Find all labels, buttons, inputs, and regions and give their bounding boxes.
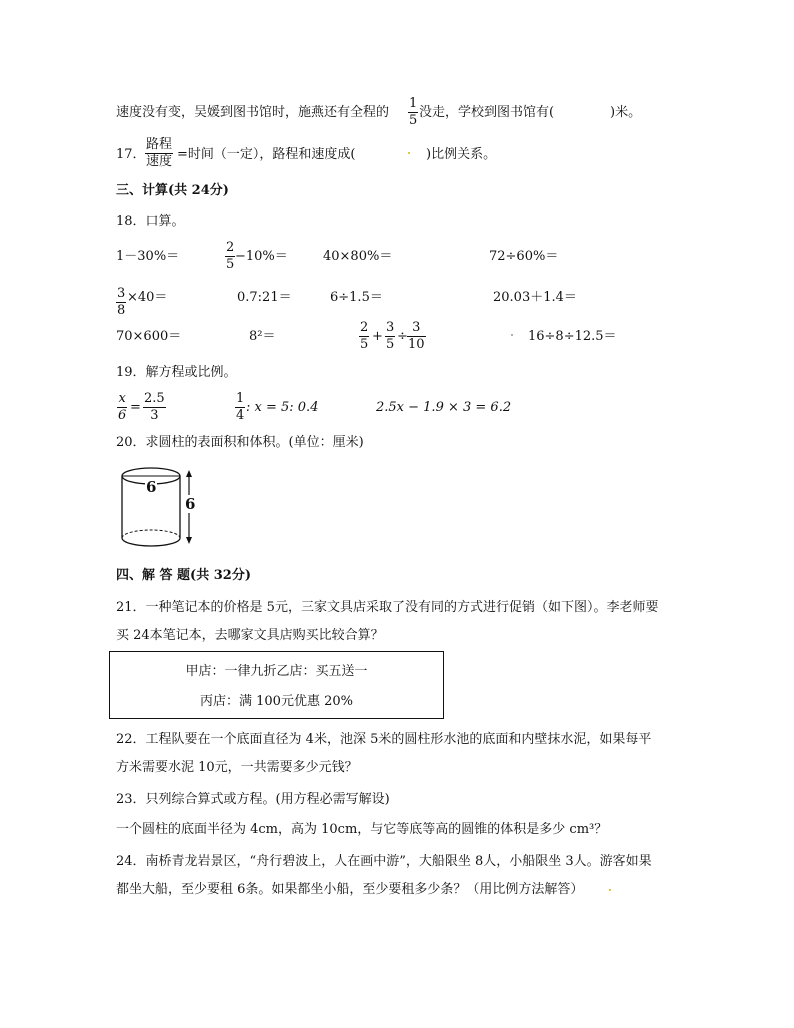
q18-r2c1-tail: ×40＝ [127,290,168,305]
q17-text: =时间（一定），路程和速度成( [177,147,356,162]
q18-r3c3-b-den: 5 [386,337,395,352]
q18-r1c2-fraction [225,240,235,273]
q18-r3c3-frac-a [359,320,369,353]
q18-r2c1-den: 8 [117,303,126,318]
q16-text-after: 没走，学校到图书馆有( [419,105,555,120]
section3-heading: 三、计算(共 24分) [116,183,229,198]
q18-r1c3: 40×80%＝ [323,249,393,264]
q19-e1-num2: 2.5 [144,391,165,406]
q18-r3c3-c-num: 3 [407,320,426,337]
q22-line2: 方米需要水泥 10元，一共需要多少元钱？ [116,760,358,775]
q16-fraction [408,96,418,129]
q18-r3c3-frac-b [385,320,395,353]
q16-text: 速度没有变，吴媛到图书馆时，施燕还有全程的 [116,105,390,120]
promotion-line2: 丙店：满 100元优惠 20% [200,694,353,709]
q19-title: 19．解方程或比例。 [116,365,237,380]
q18-r3c4: 16÷8÷12.5＝ [528,329,617,344]
q18-r1c4: 72÷60%＝ [489,249,559,264]
q18-r3c3-c-den: 10 [408,337,425,352]
q22-line1: 22．工程队要在一个底面直径为 4米，池深 5米的圆柱形水池的底面和内壁抹水泥，如果每平 [116,732,652,747]
q18-title: 18．口算。 [116,214,185,229]
q18-r2c2: 0.7:21＝ [237,290,292,305]
cylinder-bottom-front [122,538,180,546]
q18-r3c3-a-num: 2 [360,320,369,335]
q18-r1c1: 1－30%＝ [116,249,180,264]
grey-speck [511,334,513,336]
q17-text-end: )比例关系。 [426,147,497,162]
q18-r2c1-num: 3 [117,286,126,301]
q18-r3c3-a-den: 5 [360,337,369,352]
q20-title: 20．求圆柱的表面积和体积。(单位：厘米) [116,435,364,450]
q18-r3c3-b-num: 3 [386,320,395,335]
q23-line1: 23．只列综合算式或方程。(用方程必需写解设) [116,792,390,807]
q18-r1c2-num: 2 [226,240,235,255]
q17-fraction [145,137,173,170]
q19-e3: 2.5x − 1.9 × 3 = 6.2 [376,400,512,415]
yellow-speck [609,889,611,891]
q18-r1c2-tail: −10%＝ [235,249,288,264]
q21-line2: 买 24本笔记本，去哪家文具店购买比较合算？ [116,628,384,643]
promotion-line1: 甲店：一律九折乙店：买五送一 [185,664,368,679]
q19-e2-tail: : x = 5: 0.4 [246,400,319,415]
q18-r2c3: 6÷1.5＝ [330,290,383,305]
q21-line1: 21．一种笔记本的价格是 5元，三家文具店采取了没有同的方式进行促销（如下图）。李老师要 [116,600,659,615]
q19-e2-frac [235,391,245,424]
q19-e1-frac-right [143,391,166,424]
q18-r3c1: 70×600＝ [116,329,182,344]
q18-r3c3-frac-c [407,320,426,353]
q18-r3c2: 8²＝ [249,329,276,344]
q19-e2-den: 4 [236,408,245,423]
q18-r3c3-op1: + [372,329,383,344]
q19-e1-equals: = [130,400,141,415]
q19-e2-num: 1 [236,391,245,406]
q18-r1c2-den: 5 [226,257,235,272]
q19-e1-den2: 3 [150,408,159,423]
q17-frac-num: 路程 [146,137,173,152]
cylinder-diameter-label: 6 [146,478,157,496]
q19-e1-den1: 6 [118,408,127,423]
yellow-speck [408,152,410,154]
q24-line2: 都坐大船，至少要租 6条。如果都坐小船，至少要租多少条？（用比例方法解答） [116,882,584,897]
q16-frac-den: 5 [409,113,418,128]
q16-frac-num: 1 [409,96,418,111]
q16-text-end: )米。 [610,105,642,120]
q17-number: 17． [116,147,146,162]
q24-line1: 24．南桥青龙岩景区，“舟行碧波上，人在画中游”，大船限坐 8人，小船限坐 3人。游客如果 [116,854,652,869]
q18-r2c4: 20.03＋1.4＝ [493,290,577,305]
promotion-box [109,651,444,719]
height-arrow-down [186,537,192,544]
q18-r3c3-op2: ÷ [397,329,408,344]
height-arrow-up [186,470,192,477]
section4-heading: 四、解 答 题(共 32分) [116,568,251,583]
q18-r2c1-fraction [116,286,126,319]
cylinder-bottom-back [122,530,180,538]
q19-e1-x: x [118,391,126,406]
q19-e1-frac-left [117,391,127,424]
q17-frac-den: 速度 [146,154,173,169]
q23-line2: 一个圆柱的底面半径为 4cm，高为 10cm，与它等底等高的圆锥的体积是多少 cm³？ [116,822,608,837]
cylinder-height-label: 6 [185,495,196,513]
